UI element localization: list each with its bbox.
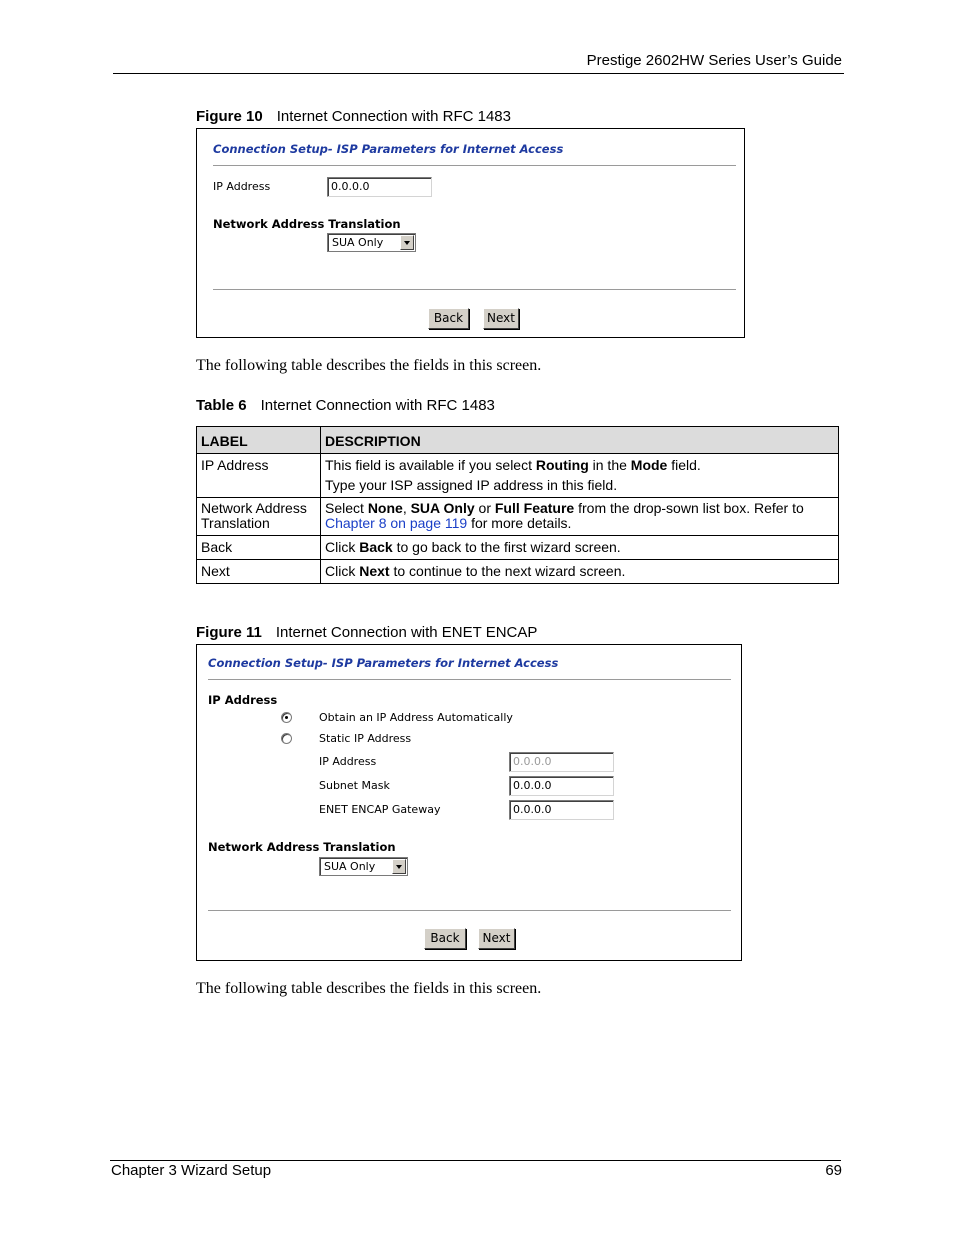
footer-rule [110, 1160, 841, 1161]
nat-select-value: SUA Only [332, 236, 384, 249]
radio-static-ip[interactable] [281, 733, 292, 744]
figure-11-caption-text: Internet Connection with ENET ENCAP [275, 624, 538, 641]
figure-10-caption [196, 108, 511, 125]
table-6-caption [196, 397, 495, 414]
radio-obtain-automatically[interactable] [281, 712, 292, 723]
next-button[interactable]: Next [483, 308, 519, 329]
header-rule [113, 73, 844, 74]
body-paragraph-2: The following table describes the fields in this screen. [196, 980, 542, 997]
footer-chapter: Chapter 3 Wizard Setup [111, 1162, 272, 1179]
radio-static-ip-label: Static IP Address [319, 732, 412, 745]
subnet-mask-label: Subnet Mask [319, 779, 390, 792]
table-row [197, 498, 839, 536]
row-description: Select None, SUA Only or Full Feature from the drop-sown list box. Refer to Chapter 8 on page 119 for more details. [321, 498, 839, 536]
chevron-down-icon[interactable] [392, 859, 406, 874]
ip-address-label: IP Address [319, 755, 377, 768]
figure-10-screenshot [196, 128, 745, 338]
back-button[interactable]: Back [424, 928, 466, 949]
footer-page-number: 69 [825, 1162, 842, 1179]
row-label: Next [197, 560, 321, 584]
gateway-label: ENET ENCAP Gateway [319, 803, 441, 816]
table-row [197, 454, 839, 498]
footer-divider [208, 910, 731, 912]
back-button[interactable]: Back [428, 308, 469, 329]
table-row [197, 536, 839, 560]
row-description: Click Next to continue to the next wizard screen. [321, 560, 839, 584]
chapter-8-link[interactable]: Chapter 8 on page 119 [325, 515, 468, 531]
row-label: IP Address [197, 454, 321, 498]
row-description: Click Back to go back to the first wizard screen. [321, 536, 839, 560]
column-header-label: LABEL [197, 427, 321, 454]
chevron-down-icon[interactable] [400, 235, 414, 250]
description-table [196, 426, 839, 584]
figure-11-label: Figure 11 [196, 624, 262, 641]
ip-address-label: IP Address [213, 180, 271, 193]
nat-label: Network Address Translation [213, 217, 401, 231]
title-divider [208, 679, 731, 681]
nat-select-value: SUA Only [324, 860, 376, 873]
ip-address-input[interactable]: 0.0.0.0 [509, 752, 614, 772]
row-label: Network Address Translation [197, 498, 321, 536]
gateway-input[interactable]: 0.0.0.0 [509, 800, 614, 820]
figure-10-label: Figure 10 [196, 108, 263, 125]
footer-divider [213, 289, 736, 291]
nat-select[interactable] [327, 233, 416, 252]
figure-11-caption [196, 624, 537, 641]
body-paragraph-1: The following table describes the fields in this screen. [196, 357, 542, 374]
nat-select[interactable] [319, 857, 408, 876]
ip-address-input[interactable]: 0.0.0.0 [327, 177, 432, 197]
figure-10-caption-text: Internet Connection with RFC 1483 [276, 108, 511, 125]
screen-title: Connection Setup- ISP Parameters for Internet Access [213, 142, 564, 156]
table-header-row [197, 427, 839, 454]
table-6-label: Table 6 [196, 397, 247, 414]
nat-label: Network Address Translation [208, 840, 396, 854]
subnet-mask-input[interactable]: 0.0.0.0 [509, 776, 614, 796]
row-description: This field is available if you select Routing in the Mode field. Type your ISP assigned IP address in this field. [321, 454, 839, 498]
figure-11-screenshot [196, 644, 742, 961]
table-6-caption-text: Internet Connection with RFC 1483 [260, 397, 495, 414]
screen-title: Connection Setup- ISP Parameters for Internet Access [208, 656, 559, 670]
row-label: Back [197, 536, 321, 560]
table-row [197, 560, 839, 584]
radio-obtain-automatically-label: Obtain an IP Address Automatically [319, 711, 513, 724]
title-divider [213, 165, 736, 167]
running-header-title: Prestige 2602HW Series User’s Guide [586, 52, 842, 69]
column-header-description: DESCRIPTION [321, 427, 839, 454]
next-button[interactable]: Next [478, 928, 515, 949]
ip-address-section-label: IP Address [208, 693, 278, 707]
